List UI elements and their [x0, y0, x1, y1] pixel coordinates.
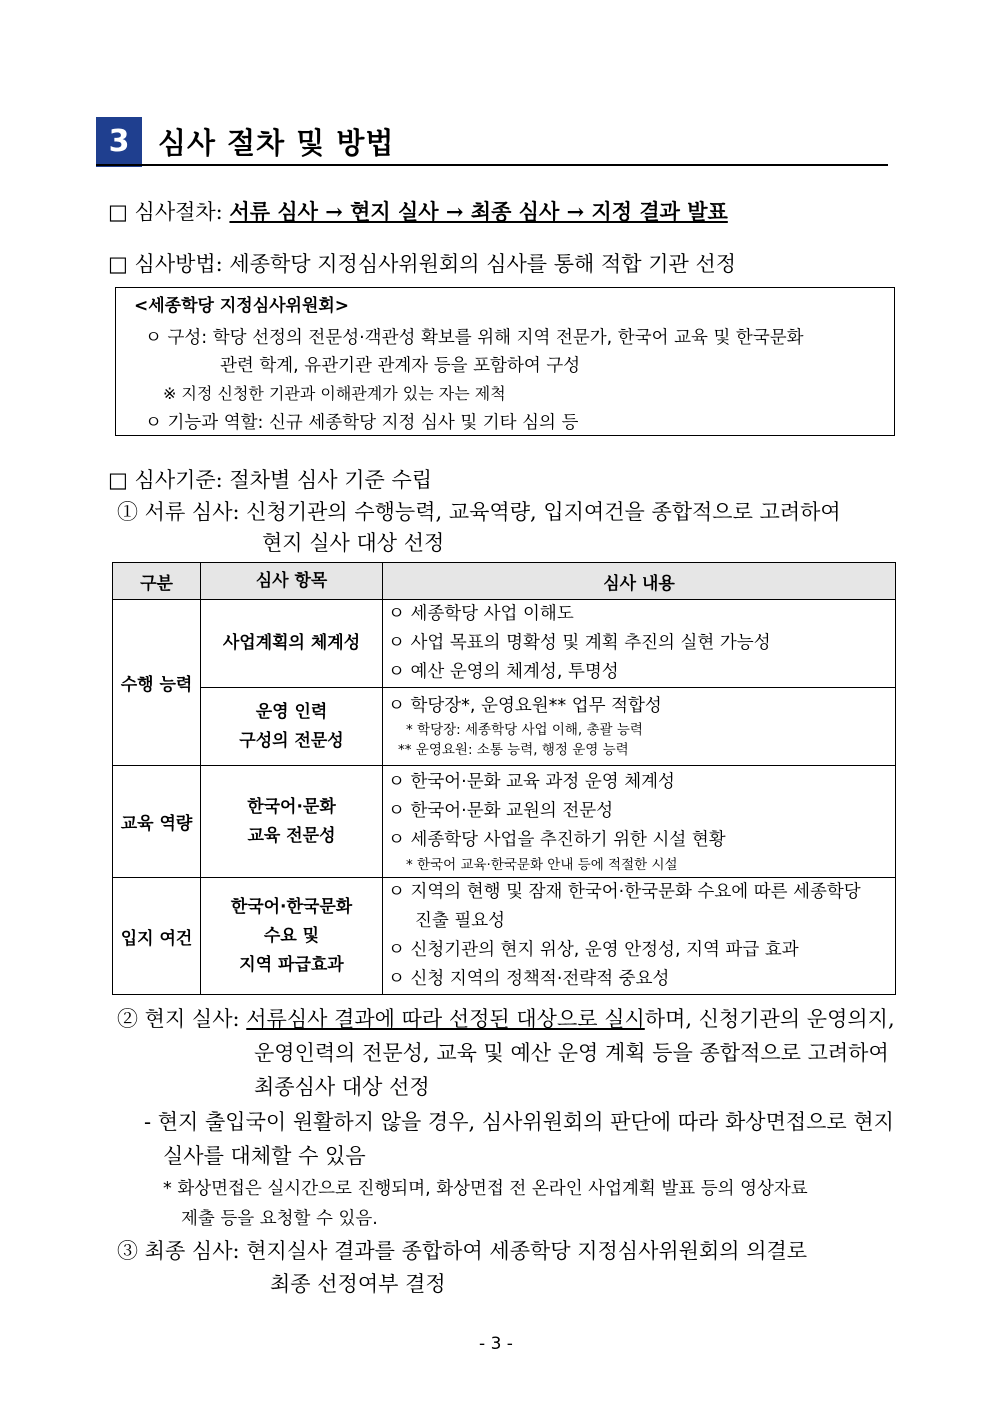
criteria-table [112, 562, 896, 995]
content-cell [383, 600, 896, 688]
site-review-note: * 화상면접은 실시간으로 진행되며, 화상면접 전 온라인 사업계획 발표 등의 영상자료 [163, 1179, 808, 1199]
item-line: 수요 및 [263, 925, 320, 946]
procedure-marker: □ [108, 200, 128, 224]
content-line: ㅇ 신청 지역의 정책적·전략적 중요성 [388, 969, 670, 989]
doc-review-line: ① 서류 심사: 신청기관의 수행능력, 교육역량, 입지여건을 종합적으로 고려하여 [117, 500, 841, 524]
item-line: 지역 파급효과 [239, 954, 344, 975]
committee-composition: ㅇ 구성: 학당 선정의 전문성·객관성 확보를 위해 지역 전문가, 한국어 교육 및 한국문화 [145, 328, 804, 348]
table-row [113, 878, 896, 995]
category-cell: 교육 역량 [113, 766, 201, 878]
header-category: 구분 [113, 563, 201, 600]
section-number: 3 [96, 117, 142, 167]
content-line: ㅇ 예산 운영의 체계성, 투명성 [388, 662, 619, 682]
committee-role: ㅇ 기능과 역할: 신규 세종학당 지정 심사 및 기타 심의 등 [145, 413, 579, 433]
site-review-dash: - 현지 출입국이 원활하지 않을 경우, 심사위원회의 판단에 따라 화상면접으로 현지 [144, 1110, 894, 1134]
content-line: ㅇ 학당장*, 운영요원** 업무 적합성 [388, 696, 662, 716]
site-review-dash-cont: 실사를 대체할 수 있음 [163, 1144, 366, 1168]
content-note: ** 운영요원: 소통 능력, 행정 운영 능력 [398, 742, 629, 758]
method-marker: □ [108, 252, 128, 276]
criteria-line [108, 464, 432, 494]
content-cell [383, 878, 896, 995]
procedure-label: 심사절차: [134, 200, 223, 224]
category-cell: 수행 능력 [113, 600, 201, 766]
table-header-row [113, 563, 896, 600]
content-line: ㅇ 지역의 현행 및 잠재 한국어·한국문화 수요에 따른 세종학당 [388, 882, 861, 902]
table-row [113, 688, 896, 766]
site-review-line-3: 최종심사 대상 선정 [254, 1075, 430, 1099]
content-line: ㅇ 세종학당 사업을 추진하기 위한 시설 현황 [388, 830, 726, 850]
site-review-line [117, 1003, 895, 1033]
site-review-line-2: 운영인력의 전문성, 교육 및 예산 운영 계획 등을 종합적으로 고려하여 [254, 1041, 889, 1065]
section-title: 심사 절차 및 방법 [158, 126, 395, 160]
item-line: 교육 전문성 [247, 825, 336, 846]
site-review-note-cont: 제출 등을 요청할 수 있음. [181, 1209, 378, 1229]
item-line: 한국어·한국문화 [230, 896, 353, 917]
content-cell [383, 688, 896, 766]
item-cell [201, 878, 383, 995]
doc-review-line-cont: 현지 실사 대상 선정 [262, 531, 445, 555]
method-text: 심사방법: 세종학당 지정심사위원회의 심사를 통해 적합 기관 선정 [134, 252, 737, 276]
final-review-line-cont: 최종 선정여부 결정 [270, 1272, 446, 1296]
site-review-underlined: 서류심사 결과에 따라 선정된 대상으로 실시 [246, 1007, 645, 1031]
content-line: 진출 필요성 [415, 911, 506, 931]
final-review-line: ③ 최종 심사: 현지실사 결과를 종합하여 세종학당 지정심사위원회의 의결로 [117, 1239, 808, 1263]
method-line [108, 248, 736, 278]
item-line: 구성의 전문성 [239, 730, 344, 751]
content-cell [383, 766, 896, 878]
content-line: ㅇ 한국어·문화 교육 과정 운영 체계성 [388, 772, 675, 792]
content-line: ㅇ 세종학당 사업 이해도 [388, 604, 574, 624]
item-line: 운영 인력 [255, 701, 328, 722]
procedure-line [108, 196, 728, 226]
criteria-marker: □ [108, 468, 128, 492]
page-number: - 3 - [479, 1334, 513, 1354]
site-review-rest: 하며, 신청기관의 운영의지, [644, 1007, 895, 1031]
content-line: ㅇ 사업 목표의 명확성 및 계획 추진의 실현 가능성 [388, 633, 771, 653]
committee-title: <세종학당 지정심사위원회> [134, 296, 350, 316]
committee-note: ※ 지정 신청한 기관과 이해관계가 있는 자는 제척 [163, 384, 506, 403]
content-note: * 학당장: 세종학당 사업 이해, 총괄 능력 [406, 722, 643, 738]
procedure-steps: 서류 심사 → 현지 실사 → 최종 심사 → 지정 결과 발표 [229, 199, 728, 224]
category-cell: 입지 여건 [113, 878, 201, 995]
table-row [113, 766, 896, 878]
content-line: ㅇ 신청기관의 현지 위상, 운영 안정성, 지역 파급 효과 [388, 940, 799, 960]
item-cell [201, 688, 383, 766]
item-cell: 사업계획의 체계성 [201, 600, 383, 688]
header-item: 심사 항목 [201, 563, 383, 600]
content-line: ㅇ 한국어·문화 교원의 전문성 [388, 801, 614, 821]
site-review-prefix: ② 현지 실사: [117, 1007, 247, 1031]
item-line: 한국어·문화 [247, 796, 336, 817]
criteria-text: 심사기준: 절차별 심사 기준 수립 [134, 468, 433, 492]
content-note: * 한국어 교육·한국문화 안내 등에 적절한 시설 [406, 857, 678, 873]
header-content: 심사 내용 [383, 563, 896, 600]
section-divider [96, 164, 888, 166]
committee-composition-cont: 관련 학계, 유관기관 관계자 등을 포함하여 구성 [220, 356, 581, 376]
item-cell [201, 766, 383, 878]
table-row [113, 600, 896, 688]
